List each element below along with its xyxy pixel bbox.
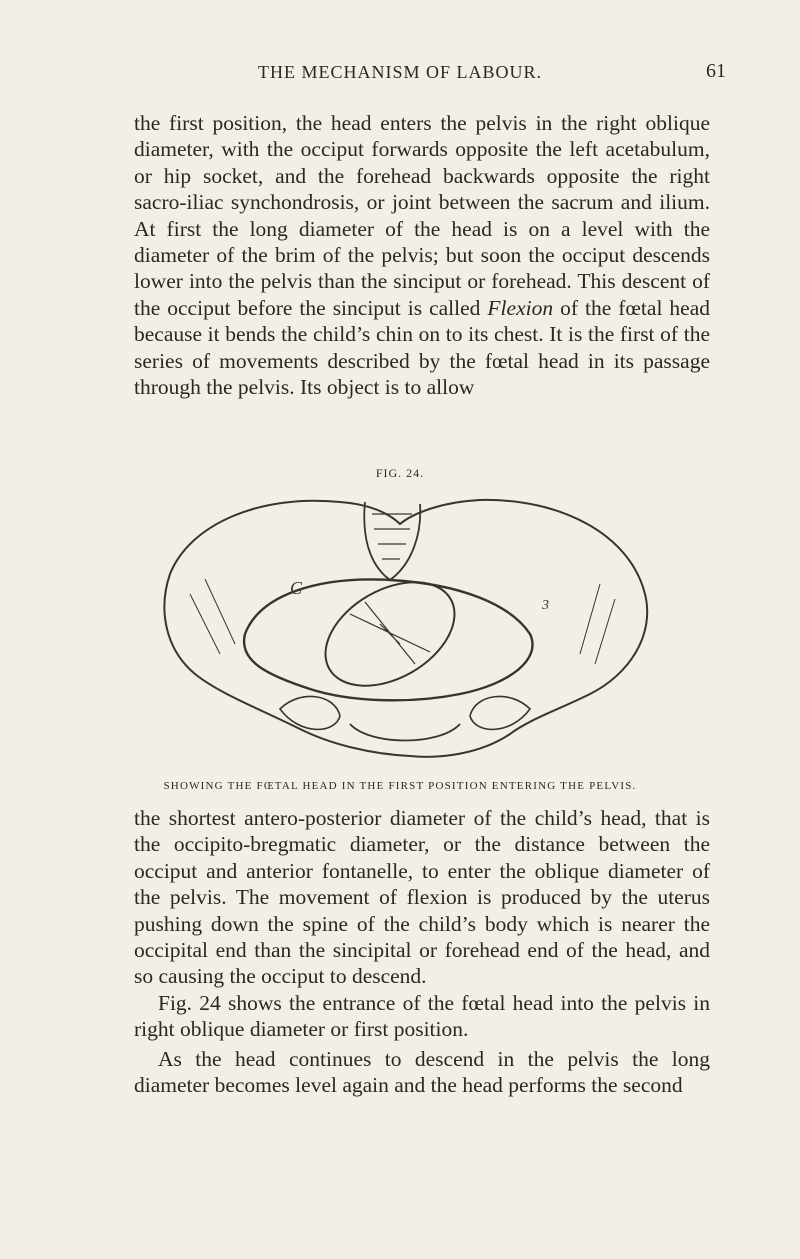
paragraph-1-text-b: of the fœtal head because it bends the child’s chin on to its chest. It is the first of the series of movements described by the fœtal head in its passage through the pelvis. Its object is to allow bbox=[134, 295, 711, 400]
figure-label: FIG. 24. bbox=[375, 466, 425, 480]
svg-text:3: 3 bbox=[542, 598, 549, 613]
flexion-term: Flexion bbox=[487, 295, 554, 320]
svg-text:C: C bbox=[290, 578, 303, 598]
paragraph-2: the shortest antero-posterior diameter of the child’s head, that is the occipito-bregmatic diameter, or the distance between the occiput and anterior fontanelle, to enter the oblique diameter of the pelvis. The movement of flexion is produced by the uterus pushing down the spine of the child’s body which is nearer the occipital end than the sincipital or forehead end of the head, and so causing the occiput to descend. bbox=[134, 806, 710, 989]
paragraph-1 bbox=[134, 110, 710, 400]
paragraph-1-text-a: the first position, the head enters the pelvis in the right oblique diameter, with the occiput forwards opposite the left acetabulum, or hip socket, and the forehead backwards opposite the right sacro-iliac synchondrosis, or joint between the sacrum and ilium. At first the long diameter of the head is on a level with the diameter of the brim of the pelvis; but soon the occiput descends lower into the pelvis than the sinciput or forehead. This descent of the occiput before the sinciput is called bbox=[134, 111, 710, 320]
running-head: THE MECHANISM OF LABOUR. bbox=[257, 62, 542, 82]
paragraph-3: Fig. 24 shows the entrance of the fœtal head into the pelvis in right oblique diameter or first position. bbox=[134, 991, 710, 1042]
figure-caption: SHOWING THE FŒTAL HEAD IN THE FIRST POSITION ENTERING THE PELVIS. bbox=[163, 780, 637, 792]
pelvis-illustration bbox=[150, 484, 660, 764]
paragraph-4: As the head continues to descend in the pelvis the long diameter becomes level again and the head performs the second bbox=[134, 1047, 710, 1098]
page-number: 61 bbox=[706, 60, 726, 82]
